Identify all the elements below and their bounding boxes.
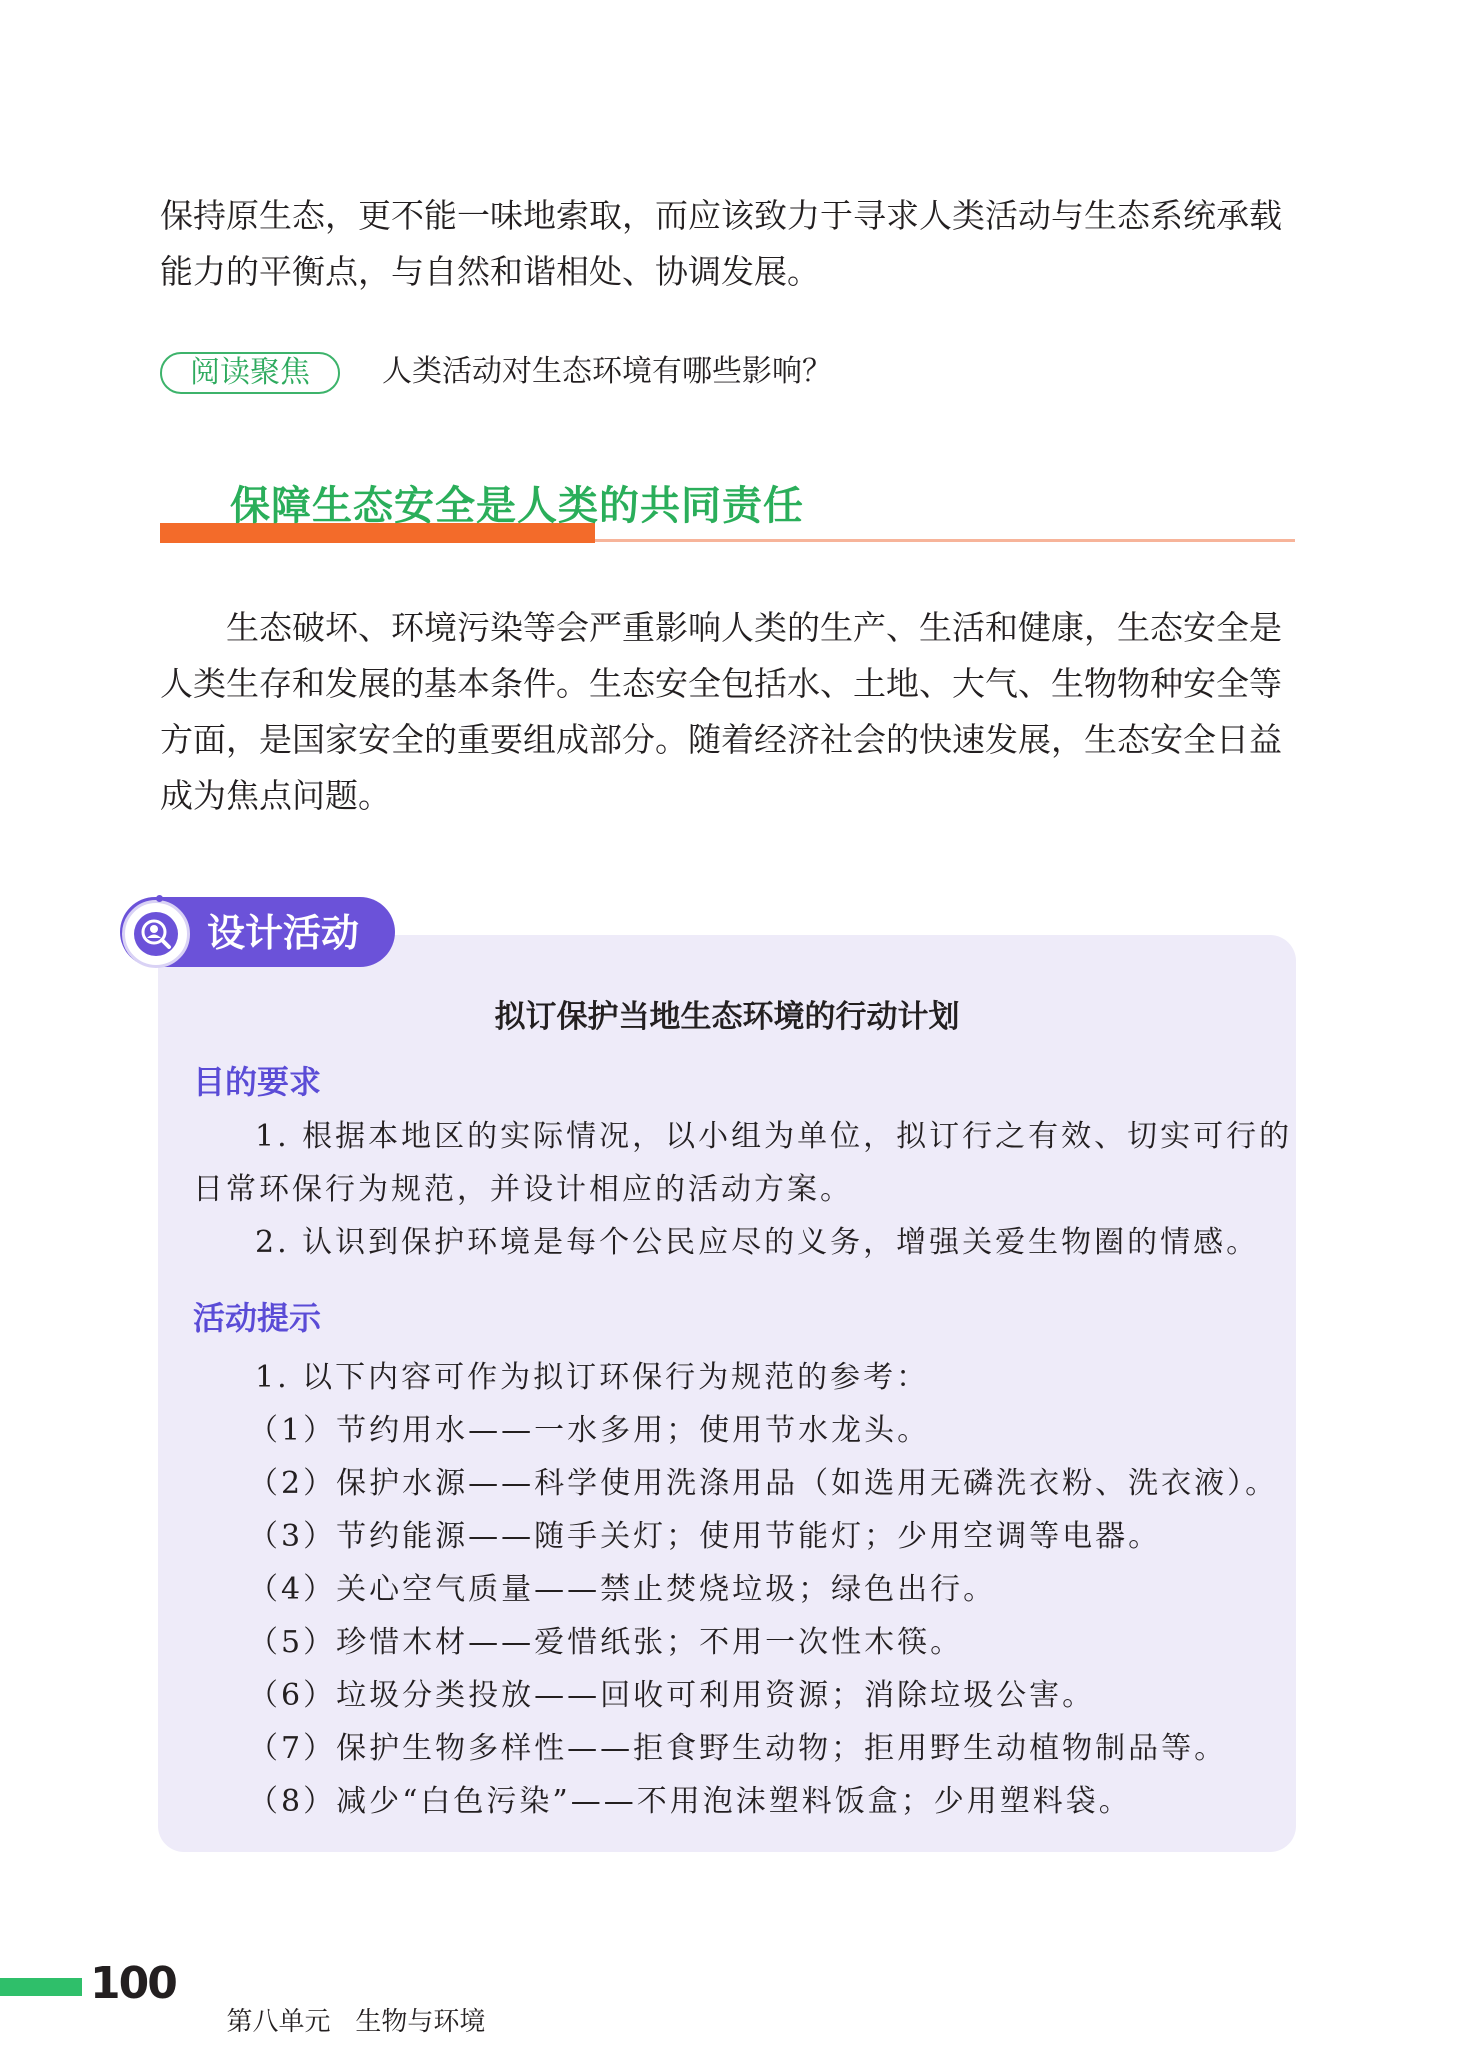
activity-icon-dot — [156, 895, 163, 902]
page-number: 100 — [90, 1958, 176, 2009]
goal-line-1: 1. 根据本地区的实际情况，以小组为单位，拟订行之有效、切实可行的 — [255, 1119, 1293, 1154]
tip-item: （8）减少“白色污染”——不用泡沫塑料饭盒；少用塑料袋。 — [248, 1784, 1132, 1819]
tip-item: （2）保护水源——科学使用洗涤用品（如选用无磷洗衣粉、洗衣液）。 — [248, 1466, 1279, 1501]
tips-heading: 活动提示 — [193, 1299, 322, 1337]
reading-focus-question: 人类活动对生态环境有哪些影响？ — [382, 354, 832, 389]
intro-paragraph: 保持原生态，更不能一味地索取，而应该致力于寻求人类活动与生态系统承载能力的平衡点，与自然和谐相处、协调发展。 — [160, 196, 1282, 291]
goal-heading: 目的要求 — [193, 1063, 322, 1101]
reading-focus-label: 阅读聚焦 — [160, 352, 340, 394]
tip-item: （7）保护生物多样性——拒食野生动物；拒用野生动植物制品等。 — [248, 1731, 1228, 1766]
tip-item: （4）关心空气质量——禁止焚烧垃圾；绿色出行。 — [248, 1572, 997, 1607]
goal-line-2: 日常环保行为规范，并设计相应的活动方案。 — [193, 1172, 853, 1207]
footer-unit — [210, 1968, 485, 2040]
section-paragraph: 生态破坏、环境污染等会严重影响人类的生产、生活和健康，生态安全是人类生存和发展的基本条件。生态安全包括水、土地、大气、生物物种安全等方面，是国家安全的重要组成部分。随着经济社会的快速发展，生态安全日益成为焦点问题。 — [160, 608, 1282, 815]
activity-title: 拟订保护当地生态环境的行动计划 — [494, 999, 960, 1035]
footer-unit-title: 生物与环境 — [355, 2007, 486, 2037]
tip-item: （5）珍惜木材——爱惜纸张；不用一次性木筷。 — [248, 1625, 964, 1660]
section-title: 保障生态安全是人类的共同责任 — [230, 483, 804, 529]
tip-item: （3）节约能源——随手关灯；使用节能灯；少用空调等电器。 — [248, 1519, 1162, 1554]
tip-item: （1）节约用水——一水多用；使用节水龙头。 — [248, 1413, 931, 1448]
tip-item: （6）垃圾分类投放——回收可利用资源；消除垃圾公害。 — [248, 1678, 1096, 1713]
people-search-icon — [134, 912, 178, 956]
activity-badge-label: 设计活动 — [207, 911, 360, 955]
footer-accent-bar — [0, 1978, 82, 1996]
footer-unit-label: 第八单元 — [226, 2007, 331, 2037]
goal-line-3: 2. 认识到保护环境是每个公民应尽的义务，增强关爱生物圈的情感。 — [255, 1225, 1260, 1260]
tips-intro: 1. 以下内容可作为拟订环保行为规范的参考： — [255, 1360, 930, 1395]
